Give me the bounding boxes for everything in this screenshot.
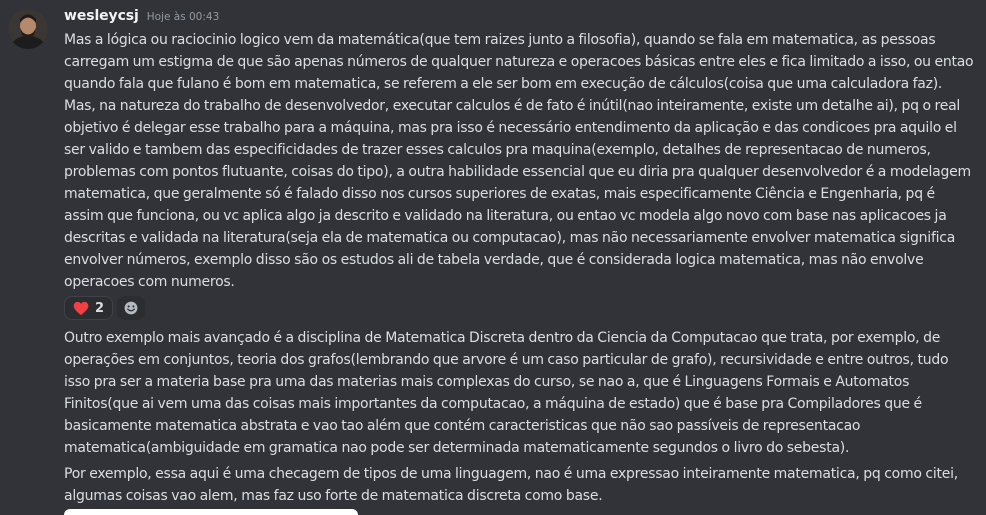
- add-reaction-button[interactable]: [117, 296, 145, 320]
- timestamp: Hoje às 00:43: [146, 11, 220, 23]
- username[interactable]: wesleycsj: [64, 8, 139, 24]
- message-header: [64, 8, 219, 28]
- image-attachment[interactable]: [64, 509, 358, 515]
- reaction-bar: [64, 296, 145, 320]
- reaction-count: 2: [95, 300, 105, 316]
- message-text: Outro exemplo mais avançado é a disciplina de Matematica Discreta dentro da Ciencia da Computacao que trata, por exemplo, de operações em conjuntos, teoria dos grafos(lembrando que arvore é um caso particular de grafo), recursividade e entre outros, tudo isso pra ser a materia base pra uma das materias mais complexas do curso, se nao a, que é Linguagens Formais e Automatos Finitos(que ai vem uma das coisas mais importantes da computacao, a máquina de estado) que é base pra Compiladores que é basicamente matematica abstrata e vao tao além que contém caracteristicas que não sao passíveis de representacao matematica(ambiguidade em gramatica nao pode ser determinada matematicamente segundos o livro do sebesta).: [64, 330, 949, 456]
- heart-emoji-icon: [73, 301, 89, 316]
- reaction-heart[interactable]: [64, 296, 113, 320]
- message-text: Mas a lógica ou raciocinio logico vem da matemática(que tem raizes junto a filosofia), quando se fala em matematica, as pessoas carregam um estigma de que são apenas números de qualquer natureza e operacoes básicas entre eles e fica limitado a isso, ou entao quando fala que fulano é bom em matematica, se referem a ele ser bom em execução de cálculos(coisa que uma calculadora faz). Mas, na natureza do trabalho de desenvolvedor, executar calculos é de fato é inútil(nao inteiramente, existe um detalhe ai), pq o real objetivo é delegar esse trabalho para a máquina, mas pra isso é necessário entendimento da aplicação e das condicoes pra aquilo el ser valido e tambem das especificidades de trazer esses calculos pra maquina(exemplo, detalhes de representacao de numeros, problemas com pontos flutuante, coisas do tipo), a outra habilidade essencial que eu diria pra qualquer desenvolvedor é a modelagem matematica, que geralmente só é falado disso nos cursos superiores de exatas, mais especificamente Ciência e Engenharia, pq é assim que funciona, ou vc aplica algo ja descrito e validado na literatura, ou entao vc modela algo novo com base nas aplicacoes ja descritas e validada na literatura(seja ela de matematica ou computacao), mas não necessariamente envolver matematica significa envolver números, exemplo disso são os estudos ali de tabela verdade, que é considerada logica matematica, mas não envolve operacoes com numeros.: [64, 32, 974, 290]
- avatar-image: [8, 9, 48, 49]
- message-text: Por exemplo, essa aqui é uma checagem de tipos de uma linguagem, nao é uma expressao inteiramente matematica, pq como citei, algumas coisas vao alem, mas faz uso forte de matematica discreta como base.: [64, 466, 958, 504]
- avatar[interactable]: [8, 9, 48, 49]
- add-reaction-icon: [123, 300, 139, 316]
